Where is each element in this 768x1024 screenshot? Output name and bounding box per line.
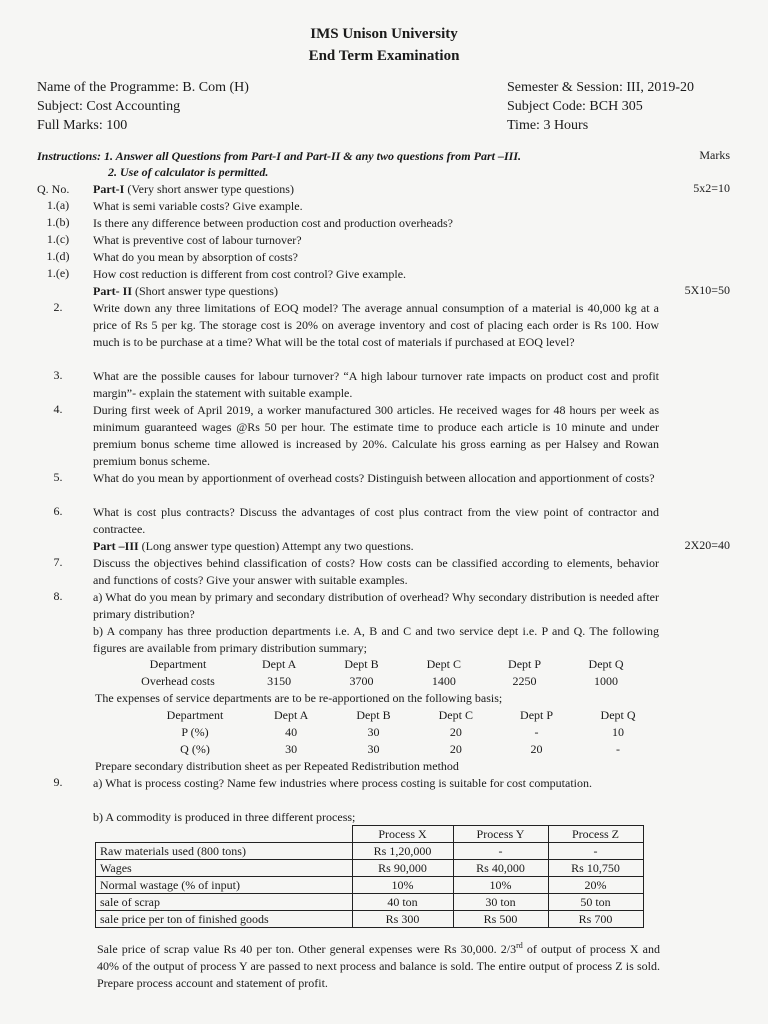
table-cell: Dept C bbox=[438, 708, 473, 722]
table-cell: 3150 bbox=[267, 674, 292, 688]
table-cell: Rs 1,20,000 bbox=[352, 843, 453, 860]
table-cell: Process Z bbox=[548, 826, 643, 843]
instructions-line-1: Instructions: 1. Answer all Questions from Part-I and Part-II & any two questions from Part –III. bbox=[37, 149, 521, 163]
table-row bbox=[118, 656, 648, 673]
q8-expenses-intro: The expenses of service departments are to be re-apportioned on the following basis; bbox=[95, 691, 503, 705]
table-cell: 1000 bbox=[594, 674, 619, 688]
apportionment-table bbox=[140, 707, 660, 758]
table-cell: 30 bbox=[367, 725, 380, 739]
question-text: a) What do you mean by primary and secondary distribution of overhead? Why secondary distribution is needed after primary distribution? bbox=[93, 590, 659, 621]
question-text: Is there any difference between production cost and production overheads? bbox=[93, 216, 453, 230]
question-text: What do you mean by apportionment of overhead costs? Distinguish between allocation and apportionment of costs? bbox=[93, 471, 655, 485]
question-text: What are the possible causes for labour turnover? “A high labour turnover rate impacts on product cost and profit margin”- explain the statement with suitable example. bbox=[93, 369, 659, 400]
subject-code-label: Subject Code: BCH 305 bbox=[507, 99, 643, 114]
part2-heading: Part- II (Short answer type questions) bbox=[93, 284, 278, 298]
qno-label: Q. No. bbox=[37, 182, 70, 196]
question-number: 2. bbox=[53, 300, 63, 314]
question-number: 5. bbox=[53, 470, 63, 484]
table-cell: Dept A bbox=[273, 708, 309, 722]
part1-marks: 5x2=10 bbox=[693, 181, 730, 195]
table-cell: 10% bbox=[352, 877, 453, 894]
table-cell: 10% bbox=[453, 877, 548, 894]
part2-marks: 5X10=50 bbox=[684, 283, 730, 297]
table-row bbox=[96, 911, 644, 928]
question-text: During first week of April 2019, a worker manufactured 300 articles. He received wages for 48 hours per week as minimum guaranteed wages @Rs 50 per hour. The estimate time to produce each article is 10 minute and under premium bonus scheme time allowed is increased by 20%. Calculate his gross earning as per Halsey and Rowan premium bonus scheme. bbox=[93, 403, 659, 468]
table-cell: Dept A bbox=[261, 657, 297, 671]
table-cell: Rs 10,750 bbox=[548, 860, 643, 877]
question-number: 4. bbox=[53, 402, 63, 416]
table-row bbox=[140, 741, 660, 758]
table-cell: 30 bbox=[285, 742, 298, 756]
table-cell: - bbox=[616, 742, 621, 756]
table-row bbox=[118, 673, 648, 690]
table-row bbox=[96, 894, 644, 911]
table-cell: Process X bbox=[352, 826, 453, 843]
question-number: 3. bbox=[53, 368, 63, 382]
part3-heading: Part –III (Long answer type question) Attempt any two questions. bbox=[93, 539, 414, 553]
table-cell: Overhead costs bbox=[141, 674, 215, 688]
table-cell: Dept P bbox=[508, 657, 542, 671]
table-cell: 20% bbox=[548, 877, 643, 894]
q9-closing: Sale price of scrap value Rs 40 per ton. Other general expenses were Rs 30,000. 2/3rd of output of process X and 40% of the output of process Y are passed to next process and balance is sold. The entire output of process Z is sold. Prepare process account and statement of profit. bbox=[97, 941, 661, 990]
table-row bbox=[140, 724, 660, 741]
table-cell bbox=[96, 826, 353, 843]
table-cell: Normal wastage (% of input) bbox=[96, 877, 353, 894]
table-cell: 50 ton bbox=[548, 894, 643, 911]
table-cell: sale price per ton of finished goods bbox=[96, 911, 353, 928]
question-number: 1.(c) bbox=[46, 232, 70, 246]
table-cell: 40 bbox=[285, 725, 298, 739]
table-cell: Rs 90,000 bbox=[352, 860, 453, 877]
table-cell: 30 bbox=[367, 742, 380, 756]
process-table bbox=[95, 825, 644, 928]
table-cell: Q (%) bbox=[180, 742, 210, 756]
table-cell: - bbox=[534, 725, 539, 739]
question-text: Discuss the objectives behind classification of costs? How costs can be classified according to elements, behavior and functions of costs? Give your answer with suitable examples. bbox=[93, 556, 659, 587]
table-row bbox=[96, 877, 644, 894]
table-cell: Dept C bbox=[426, 657, 461, 671]
table-cell: Rs 500 bbox=[453, 911, 548, 928]
full-marks-label: Full Marks: 100 bbox=[37, 118, 128, 133]
university-name: IMS Unison University bbox=[310, 26, 458, 42]
table-cell: 20 bbox=[449, 725, 462, 739]
question-number: 1.(b) bbox=[46, 215, 70, 229]
marks-column-label: Marks bbox=[699, 148, 730, 162]
table-cell: 10 bbox=[612, 725, 625, 739]
table-row bbox=[96, 860, 644, 877]
table-cell: Process Y bbox=[453, 826, 548, 843]
table-cell: - bbox=[548, 843, 643, 860]
table-cell: 20 bbox=[530, 742, 543, 756]
table-cell: 40 ton bbox=[352, 894, 453, 911]
table-cell: Dept B bbox=[344, 657, 379, 671]
table-cell: 2250 bbox=[512, 674, 537, 688]
table-cell: Department bbox=[149, 657, 207, 671]
table-cell: Dept Q bbox=[588, 657, 624, 671]
exam-title: End Term Examination bbox=[308, 48, 460, 64]
table-row bbox=[140, 707, 660, 724]
table-cell: 3700 bbox=[349, 674, 374, 688]
question-text: What do you mean by absorption of costs? bbox=[93, 250, 298, 264]
q8-closing: Prepare secondary distribution sheet as per Repeated Redistribution method bbox=[95, 759, 459, 773]
question-text: What is preventive cost of labour turnover? bbox=[93, 233, 302, 247]
table-cell: Rs 700 bbox=[548, 911, 643, 928]
question-text: What is semi variable costs? Give example. bbox=[93, 199, 303, 213]
table-cell: Rs 40,000 bbox=[453, 860, 548, 877]
question-text: b) A commodity is produced in three different process; bbox=[93, 810, 356, 824]
subject-label: Subject: Cost Accounting bbox=[37, 99, 181, 114]
table-cell: P (%) bbox=[181, 725, 209, 739]
part1-heading: Part-I (Very short answer type questions) bbox=[93, 182, 294, 196]
question-text: Write down any three limitations of EOQ model? The average annual consumption of a material is 40,000 kg at a price of Rs 5 per kg. The storage cost is 20% on average inventory and cost of placing each order is Rs 100. How much is to be purchase at a time? What will be the total cost of materials if purchased at EOQ level? bbox=[93, 301, 659, 349]
table-cell: Rs 300 bbox=[352, 911, 453, 928]
question-number: 8. bbox=[53, 589, 63, 603]
programme-label: Name of the Programme: B. Com (H) bbox=[37, 80, 249, 95]
table-row bbox=[96, 843, 644, 860]
table-cell: Dept B bbox=[356, 708, 391, 722]
time-label: Time: 3 Hours bbox=[507, 118, 589, 133]
instructions-line-2: 2. Use of calculator is permitted. bbox=[108, 165, 269, 179]
overhead-costs-table bbox=[118, 656, 648, 690]
part3-marks: 2X20=40 bbox=[684, 538, 730, 552]
table-cell: Wages bbox=[96, 860, 353, 877]
question-number: 1.(e) bbox=[46, 266, 70, 280]
question-text: What is cost plus contracts? Discuss the advantages of cost plus contract from the view point of contractor and contractee. bbox=[93, 505, 659, 536]
question-number: 7. bbox=[53, 555, 63, 569]
question-number: 6. bbox=[53, 504, 63, 518]
table-cell: 20 bbox=[449, 742, 462, 756]
table-cell: - bbox=[453, 843, 548, 860]
question-text: b) A company has three production departments i.e. A, B and C and two service dept i.e. P and Q. The following figures are available from primary distribution summary; bbox=[93, 624, 659, 655]
question-text: How cost reduction is different from cost control? Give example. bbox=[93, 267, 407, 281]
table-cell: 1400 bbox=[431, 674, 456, 688]
table-cell: 30 ton bbox=[453, 894, 548, 911]
table-cell: Raw materials used (800 tons) bbox=[96, 843, 353, 860]
table-row bbox=[96, 826, 644, 843]
table-cell: Dept Q bbox=[600, 708, 636, 722]
question-number: 1.(d) bbox=[46, 249, 70, 263]
question-number: 9. bbox=[53, 775, 63, 789]
table-cell: sale of scrap bbox=[96, 894, 353, 911]
question-text: a) What is process costing? Name few industries where process costing is suitable for cost computation. bbox=[93, 776, 592, 790]
question-number: 1.(a) bbox=[46, 198, 70, 212]
table-cell: Department bbox=[166, 708, 224, 722]
semester-label: Semester & Session: III, 2019-20 bbox=[507, 80, 695, 95]
table-cell: Dept P bbox=[520, 708, 554, 722]
